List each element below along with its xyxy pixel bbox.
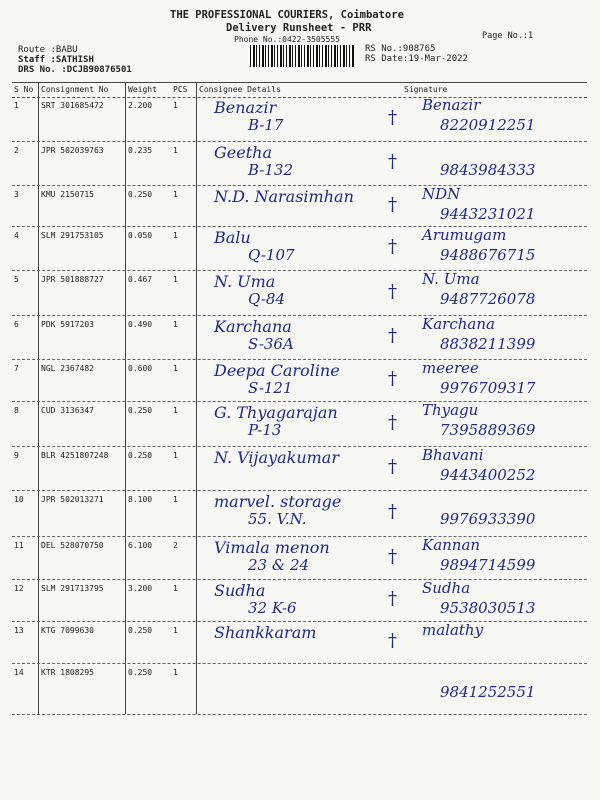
col-weight: Weight xyxy=(128,85,157,94)
pieces: 1 xyxy=(173,451,178,460)
signature-mark: † xyxy=(388,106,397,128)
row-sno: 7 xyxy=(14,364,19,373)
consignee-unit: B-17 xyxy=(248,116,284,134)
consignee-name: Shankkaram xyxy=(214,623,317,642)
receiver-phone: 9538030513 xyxy=(440,599,536,617)
consignee-unit: B-132 xyxy=(248,161,293,179)
row-sno: 14 xyxy=(14,668,24,677)
consignee-name: Karchana xyxy=(214,317,292,336)
signature: Karchana xyxy=(422,315,495,333)
signature-mark: † xyxy=(388,236,397,257)
consignment-number: SRT 301685472 xyxy=(41,101,104,110)
pieces: 1 xyxy=(173,495,178,504)
consignee-unit: Q-84 xyxy=(248,290,286,308)
consignee-name: N. Vijayakumar xyxy=(214,448,339,467)
consignment-number: NGL 2367482 xyxy=(41,364,94,373)
signature: meeree xyxy=(422,359,479,377)
pieces: 1 xyxy=(173,364,178,373)
receiver-phone: 9443400252 xyxy=(440,466,536,484)
consignee-name: Vimala menon xyxy=(214,538,330,557)
signature-mark: † xyxy=(388,588,397,609)
weight: 0.250 xyxy=(128,406,153,415)
table-row xyxy=(12,141,587,186)
signature-mark: † xyxy=(388,411,397,433)
signature: Arumugam xyxy=(422,226,507,244)
weight: 8.100 xyxy=(128,495,153,504)
consignee-name: N. Uma xyxy=(214,272,276,291)
consignee-name: N.D. Narasimhan xyxy=(214,187,354,206)
consignment-number: SLM 291713795 xyxy=(41,584,104,593)
consignment-number: KTR 1808295 xyxy=(41,668,94,677)
consignee-unit: S-121 xyxy=(248,379,293,397)
table-row xyxy=(12,359,587,402)
table-row xyxy=(12,315,587,360)
signature-mark: † xyxy=(388,280,397,302)
staff: Staff :SATHISH xyxy=(18,55,94,65)
row-sno: 2 xyxy=(14,146,19,155)
weight: 0.467 xyxy=(128,275,153,284)
pieces: 1 xyxy=(173,668,178,677)
table-row xyxy=(12,270,587,316)
receiver-phone: 9488676715 xyxy=(440,246,536,264)
table-row xyxy=(12,621,587,664)
row-sno: 3 xyxy=(14,190,19,199)
pieces: 1 xyxy=(173,101,178,110)
table-row xyxy=(12,96,587,142)
row-sno: 6 xyxy=(14,320,19,329)
table-row xyxy=(12,536,587,580)
weight: 0.050 xyxy=(128,231,153,240)
row-sno: 10 xyxy=(14,495,24,504)
weight: 0.600 xyxy=(128,364,153,373)
receiver-phone: 9443231021 xyxy=(440,205,536,223)
signature: Benazir xyxy=(422,96,481,114)
consignee-unit: 32 K-6 xyxy=(248,599,297,617)
consignment-number: SLM 291753105 xyxy=(41,231,104,240)
consignee-name: Geetha xyxy=(214,143,272,162)
consignee-name: G. Thyagarajan xyxy=(214,403,338,422)
row-sno: 5 xyxy=(14,275,19,284)
col-consignment: Consignment No xyxy=(41,85,109,94)
receiver-phone: 9841252551 xyxy=(440,683,536,701)
weight: 3.200 xyxy=(128,584,153,593)
rs-number: RS No.:908765 xyxy=(365,44,436,54)
signature-mark: † xyxy=(388,501,397,522)
consignment-number: PDK 5917203 xyxy=(41,320,94,329)
receiver-phone: 9843984333 xyxy=(440,161,536,179)
consignee-name: Sudha xyxy=(214,581,266,600)
consignment-number: BLR 4251807248 xyxy=(41,451,109,460)
rs-date: RS Date:19-Mar-2022 xyxy=(365,54,468,64)
signature: Kannan xyxy=(422,536,481,554)
pieces: 1 xyxy=(173,190,178,199)
consignment-number: JPR 502013271 xyxy=(41,495,104,504)
signature-mark: † xyxy=(388,545,397,567)
receiver-phone: 8838211399 xyxy=(440,335,536,353)
row-sno: 12 xyxy=(14,584,24,593)
weight: 0.490 xyxy=(128,320,153,329)
consignee-unit: 55. V.N. xyxy=(248,510,307,528)
row-sno: 1 xyxy=(14,101,19,110)
pieces: 1 xyxy=(173,406,178,415)
receiver-phone: 9894714599 xyxy=(440,556,536,574)
table-row xyxy=(12,663,587,715)
signature: Bhavani xyxy=(422,446,484,464)
consignee-unit: Q-107 xyxy=(248,246,295,264)
consignee-unit: 23 & 24 xyxy=(248,556,310,574)
row-sno: 8 xyxy=(14,406,19,415)
pieces: 1 xyxy=(173,320,178,329)
row-sno: 9 xyxy=(14,451,19,460)
signature-mark: † xyxy=(388,151,397,172)
signature-mark: † xyxy=(388,325,397,346)
page-number: Page No.:1 xyxy=(482,31,534,41)
table-row xyxy=(12,446,587,491)
pieces: 1 xyxy=(173,146,178,155)
col-sno: S No xyxy=(14,85,34,94)
document-title: Delivery Runsheet - PRR xyxy=(226,22,372,34)
signature-mark: † xyxy=(388,456,397,477)
col-pcs: PCS xyxy=(173,85,188,94)
consignee-name: Benazir xyxy=(214,98,277,117)
runsheet-meta-left xyxy=(18,45,132,75)
table-row xyxy=(12,185,587,227)
route: Route :BABU xyxy=(18,45,78,55)
signature: N. Uma xyxy=(422,270,480,288)
receiver-phone: 9487726078 xyxy=(440,290,536,308)
signature-mark: † xyxy=(388,368,397,389)
pieces: 1 xyxy=(173,584,178,593)
weight: 0.235 xyxy=(128,146,153,155)
phone-number: Phone No.:0422-3505555 xyxy=(234,35,340,44)
drs-number: DRS No. :DCJB90876501 xyxy=(18,65,132,75)
weight: 6.100 xyxy=(128,541,153,550)
signature: Thyagu xyxy=(422,401,479,419)
row-sno: 11 xyxy=(14,541,24,550)
runsheet-meta-right xyxy=(365,44,468,64)
company-name: THE PROFESSIONAL COURIERS, Coimbatore xyxy=(170,9,404,21)
consignee-name: Balu xyxy=(214,228,251,247)
signature-mark: † xyxy=(388,630,397,651)
col-consignee: Consignee Details xyxy=(199,85,281,94)
weight: 0.250 xyxy=(128,190,153,199)
row-sno: 13 xyxy=(14,626,24,635)
receiver-phone: 9976709317 xyxy=(440,379,536,397)
consignee-name: Deepa Caroline xyxy=(214,361,340,380)
table-row xyxy=(12,490,587,537)
signature: Sudha xyxy=(422,579,471,597)
weight: 0.250 xyxy=(128,668,153,677)
signature-mark: † xyxy=(388,193,397,215)
signature: malathy xyxy=(422,621,484,639)
pieces: 1 xyxy=(173,626,178,635)
table-row xyxy=(12,226,587,271)
col-signature: Signature xyxy=(404,85,448,94)
consignment-number: JPR 502039763 xyxy=(41,146,104,155)
barcode xyxy=(250,45,355,67)
table-row xyxy=(12,579,587,622)
consignment-number: DEL 528070750 xyxy=(41,541,104,550)
weight: 0.250 xyxy=(128,451,153,460)
consignment-number: CUD 3136347 xyxy=(41,406,94,415)
consignee-unit: P-13 xyxy=(248,421,282,439)
pieces: 2 xyxy=(173,541,178,550)
table-row xyxy=(12,401,587,447)
receiver-phone: 7395889369 xyxy=(440,421,536,439)
weight: 2.200 xyxy=(128,101,153,110)
receiver-phone: 9976933390 xyxy=(440,510,536,528)
weight: 0.250 xyxy=(128,626,153,635)
consignee-unit: S-36A xyxy=(248,335,294,353)
row-sno: 4 xyxy=(14,231,19,240)
pieces: 1 xyxy=(173,275,178,284)
receiver-phone: 8220912251 xyxy=(440,116,536,134)
consignment-number: KTG 7099630 xyxy=(41,626,94,635)
consignment-number: KMU 2150715 xyxy=(41,190,94,199)
signature: NDN xyxy=(422,185,461,203)
consignee-name: marvel. storage xyxy=(214,492,342,511)
consignment-number: JPR 501888727 xyxy=(41,275,104,284)
pieces: 1 xyxy=(173,231,178,240)
